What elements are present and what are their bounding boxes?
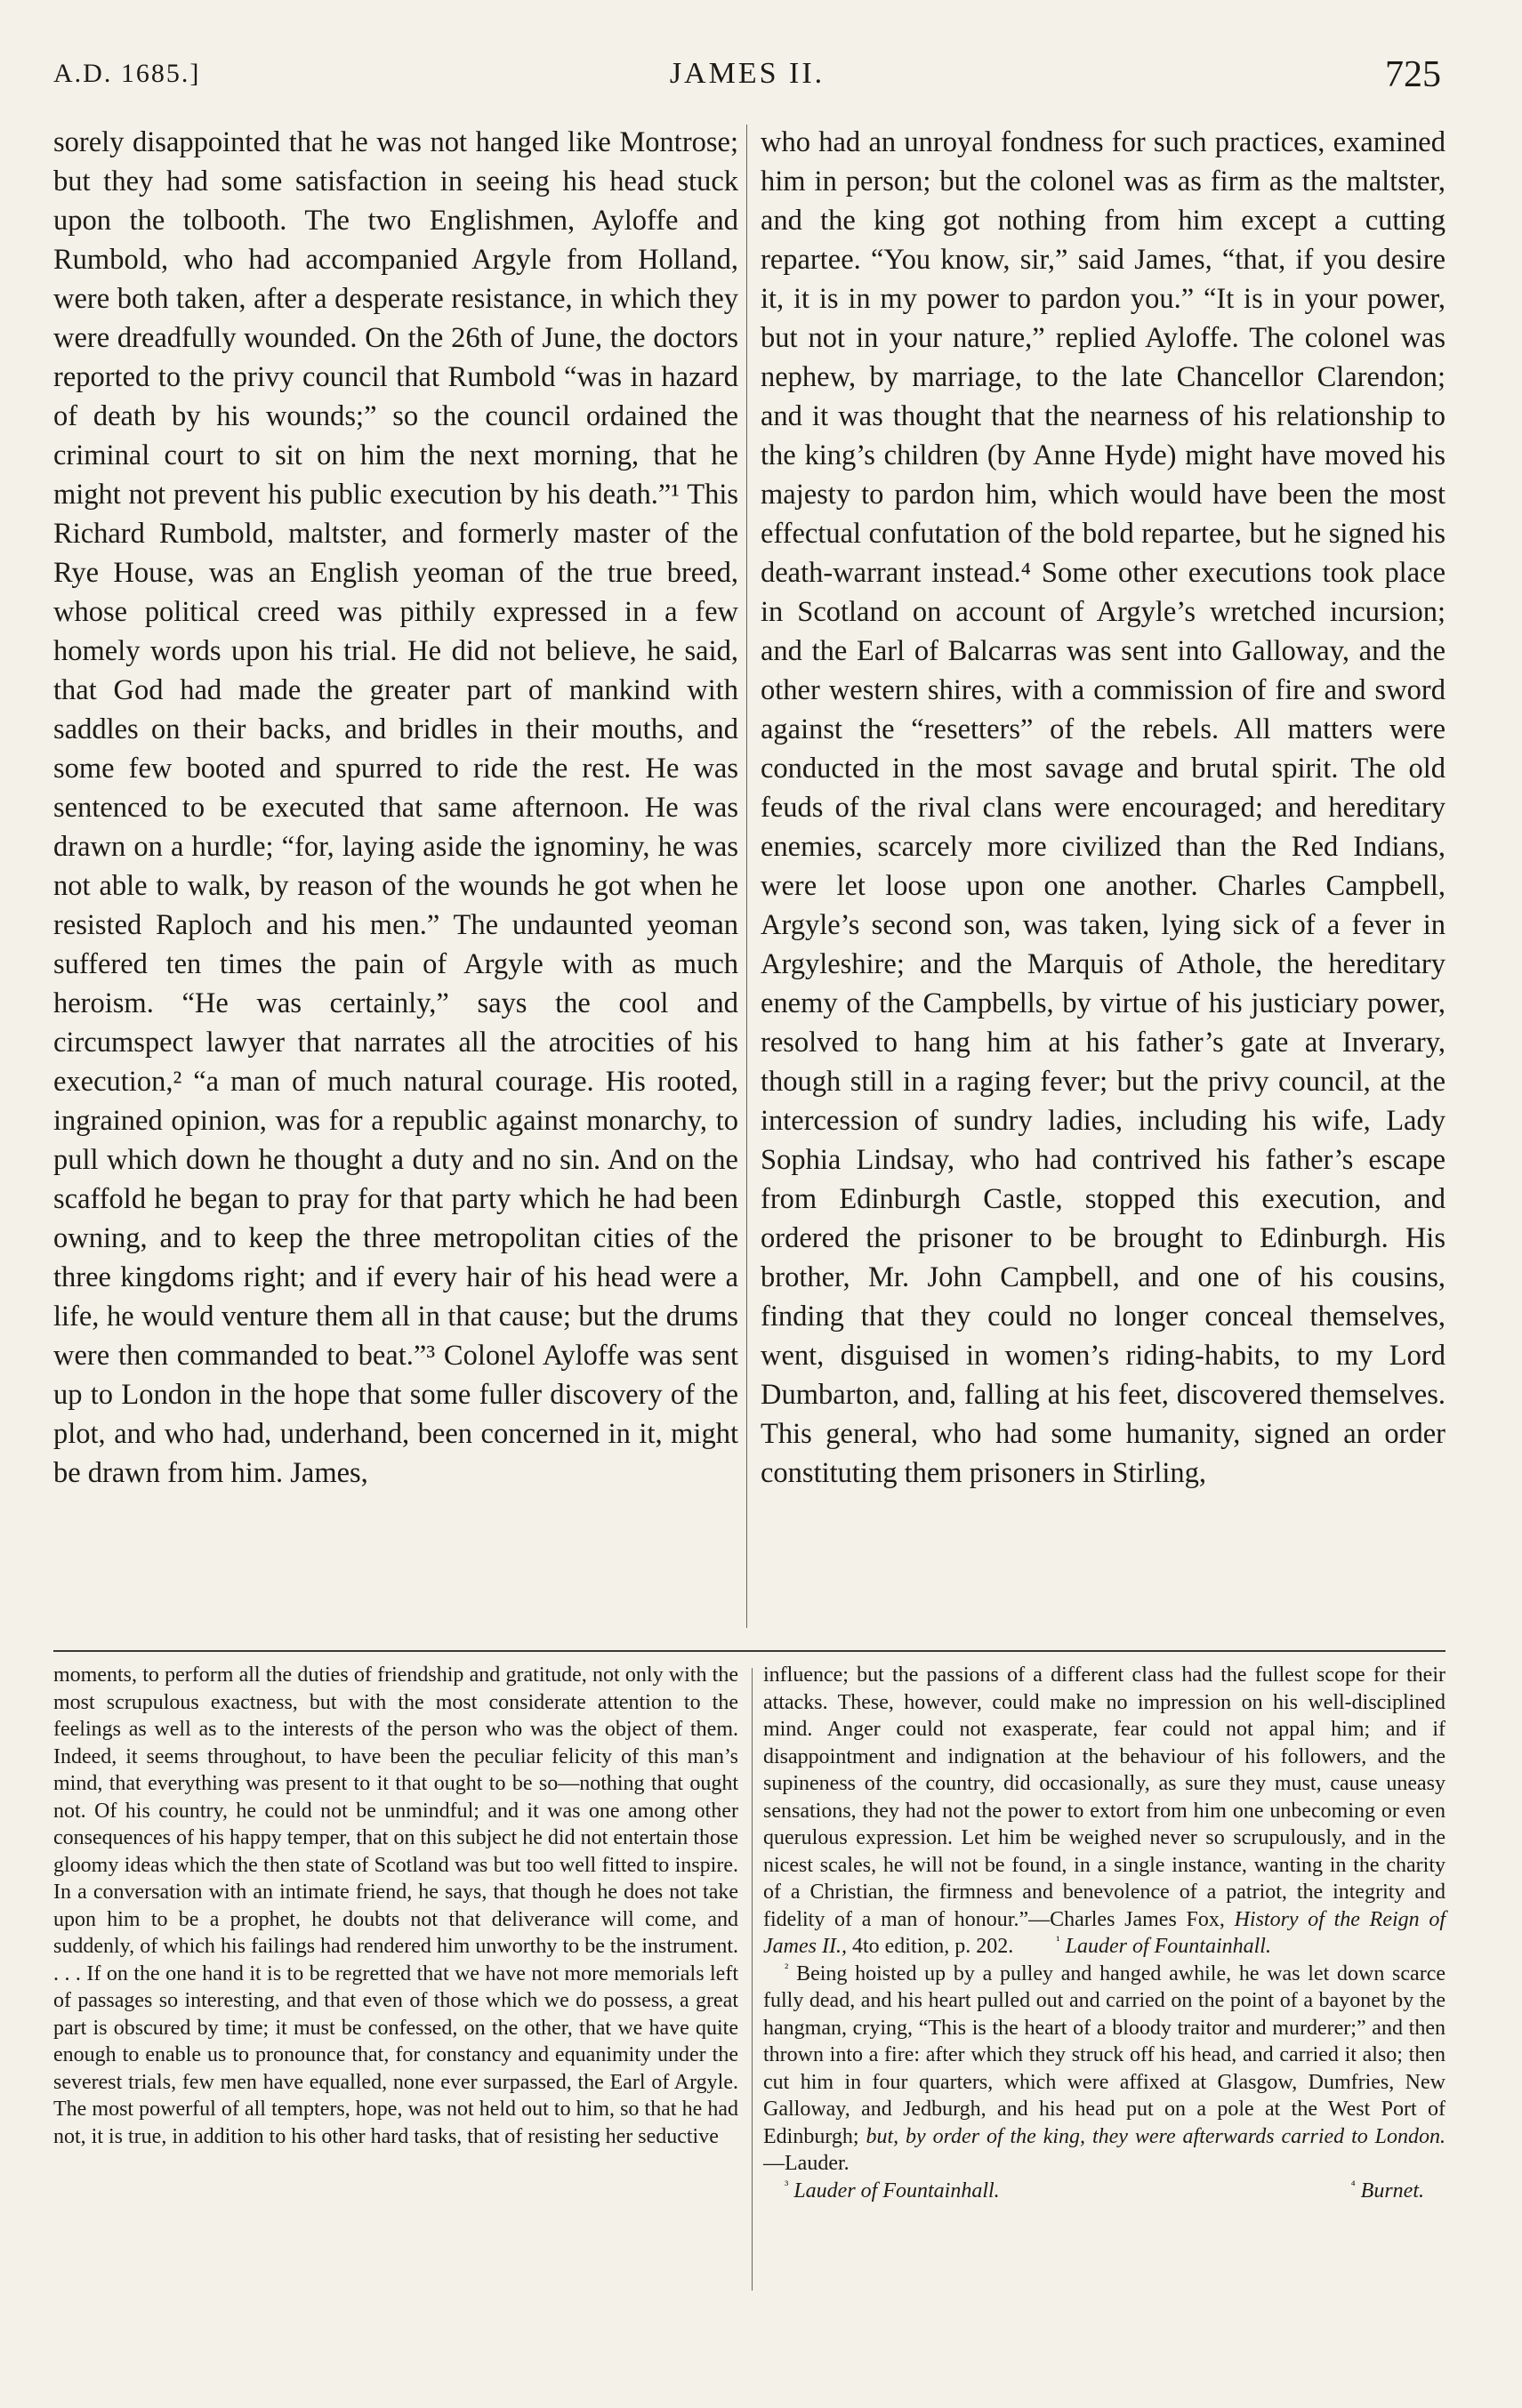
header-date: A.D. 1685.]	[53, 59, 201, 88]
page-number: 725	[1385, 54, 1441, 95]
footnotes-right	[763, 1662, 1445, 2204]
column-divider	[746, 125, 747, 1628]
running-header	[53, 53, 1441, 107]
footnote-1: Lauder of Fountainhall.	[1065, 1935, 1271, 1958]
footnote-separator	[53, 1650, 1445, 1652]
footnotes-left	[53, 1662, 738, 2150]
footnote-2: $^{^2}$ Being hoisted up by a pulley and hanged awhile, he was let down scarce fully dead, and his heart pulled out and carried on the point of a bayonet by the hangman, crying, “This is the heart of a bloody traitor and murderer;” and then thrown into a fire: after which they struck off his head, and carried it also; then cut him in four quarters, which were affixed at Glasgow, Dumfries, New Galloway, and Jedburgh, and his head put on a pole at the West Port of Edinburgh; but, by order of the king, they were afterwards carried to London.—Lauder.	[763, 1961, 1446, 2175]
footnote-4: $^{^4}$ Burnet.	[1350, 2178, 1424, 2203]
footnote-3: $^{^3}$ Lauder of Fountainhall.	[785, 2178, 1000, 2203]
footnote-continuation-right: influence; but the passions of a different class had the fullest scope for their attacks. These, however, could make no impression on his well-disciplined mind. Anger could not exasperate, fear could not appal him; and if disappointment and indignation at the behaviour of his followers, and the supineness of the country, did occasionally, as sure they must, cause uneasy sensations, they had not the power to extort from him one unbecoming or even querulous expression. Let him be weighed never so scrupulously, and in the nicest scales, he will not be found, in a single instance, wanting in the charity of a Christian, the firmness and benevolence of a patriot, the integrity and fidelity of a man of honour.”—Charles James Fox, History of the Reign of James II., 4to edition, p. 202. $^{^1}$ Lauder of Fountainhall.	[763, 1663, 1446, 1958]
body-column-right	[761, 123, 1445, 1493]
footnote-column-divider	[752, 1668, 753, 2291]
header-title: JAMES II.	[669, 57, 825, 90]
footnotes-3-4	[763, 2178, 1445, 2205]
body-text-right: who had an unroyal fondness for such practices, examined him in person; but the colonel was as firm as the maltster, and the king got nothing from him except a cutting repartee. “You know, sir,” said James, “that, if you desire it, it is in my power to pardon you.” “It is in your power, but not in your nature,” replied Ayloffe. The colonel was nephew, by marriage, to the late Chancellor Clarendon; and it was thought that the nearness of his relationship to the king’s children (by Anne Hyde) might have moved his majesty to pardon him, which would have been the most effectual confutation of the bold repartee, but he signed his death-warrant instead.⁴ Some other executions took place in Scotland on account of Argyle’s wretched incursion; and the Earl of Balcarras was sent into Galloway, and the other western shires, with a commission of fire and sword against the “resetters” of the rebels. All matters were conducted in the most savage and brutal spirit. The old feuds of the rival clans were encouraged; and hereditary enemies, scarcely more civilized than the Red Indians, were let loose upon one another. Charles Campbell, Argyle’s second son, was taken, lying sick of a fever in Argyleshire; and the Marquis of Athole, the hereditary enemy of the Campbells, by virtue of his justiciary power, resolved to hang him at his father’s gate at Inverary, though still in a raging fever; but the privy council, at the intercession of sundry ladies, including his wife, Lady Sophia Lindsay, who had contrived his father’s escape from Edinburgh Castle, stopped this execution, and ordered the prisoner to be brought to Edinburgh. His brother, Mr. John Campbell, and one of his cousins, finding that they could no longer conceal themselves, went, disguised in women’s riding-habits, to my Lord Dumbarton, and, falling at his feet, discovered themselves. This general, who had some humanity, signed an order constituting them prisoners in Stirling,	[761, 126, 1445, 1489]
footnote-continuation: moments, to perform all the duties of friendship and gratitude, not only with the most scrupulous exactness, but with the most considerate attention to the feelings as well as to the interests of the person who was the object of them. Indeed, it seems throughout, to have been the peculiar felicity of this man’s mind, that everything was present to it that ought to be so—nothing that ought not. Of his country, he could not be unmindful; and it was one among other consequences of his happy temper, that on this subject he did not entertain those gloomy ideas which the then state of Scotland was but too well fitted to inspire. In a conversation with an intimate friend, he says, that though he does not take upon him to be a prophet, he doubts not that deliverance will come, and suddenly, of which his failings had rendered him unworthy to be the instrument. . . . If on the one hand it is to be regretted that we have not more memorials left of passages so interesting, and that even of those which we do possess, a great part is obscured by time; it must be confessed, on the other, that we have quite enough to enable us to pronounce that, for constancy and equanimity under the severest trials, few men have equalled, none ever surpassed, the Earl of Argyle. The most powerful of all tempters, hope, was not held out to him, so that he had not, it is true, in addition to his other hard tasks, that of resisting her seductive	[53, 1663, 738, 2148]
body-text-left: sorely disappointed that he was not hanged like Montrose; but they had some satisfaction in seeing his head stuck upon the tolbooth. The two Englishmen, Ayloffe and Rumbold, who had accompanied Argyle from Holland, were both taken, after a desperate resistance, in which they were dreadfully wounded. On the 26th of June, the doctors reported to the privy council that Rumbold “was in hazard of death by his wounds;” so the council ordained the criminal court to sit on him the next morning, that he might not prevent his public execution by his death.”¹ This Richard Rumbold, maltster, and formerly master of the Rye House, was an English yeoman of the true breed, whose political creed was pithily expressed in a few homely words upon his trial. He did not believe, he said, that God had made the greater part of mankind with saddles on their backs, and bridles in their mouths, and some few booted and spurred to ride the rest. He was sentenced to be executed that same afternoon. He was drawn on a hurdle; “for, laying aside the ignominy, he was not able to walk, by reason of the wounds he got when he resisted Raploch and his men.” The undaunted yeoman suffered ten times the pain of Argyle with as much heroism. “He was certainly,” says the cool and circumspect lawyer that narrates all the atrocities of his execution,² “a man of much natural courage. His rooted, ingrained opinion, was for a republic against monarchy, to pull which down he thought a duty and no sin. And on the scaffold he began to pray for that party which he had been owning, and to keep the three metropolitan cities of the three kingdoms right; and if every hair of his head were a life, he would venture them all in that cause; but the drums were then commanded to beat.”³ Colonel Ayloffe was sent up to London in the hope that some fuller discovery of the plot, and who had, underhand, been concerned in it, might be drawn from him. James,	[53, 126, 738, 1489]
fox-citation-title: History of the Reign of James II.,	[763, 1907, 1446, 1958]
body-column-left	[53, 123, 738, 1493]
